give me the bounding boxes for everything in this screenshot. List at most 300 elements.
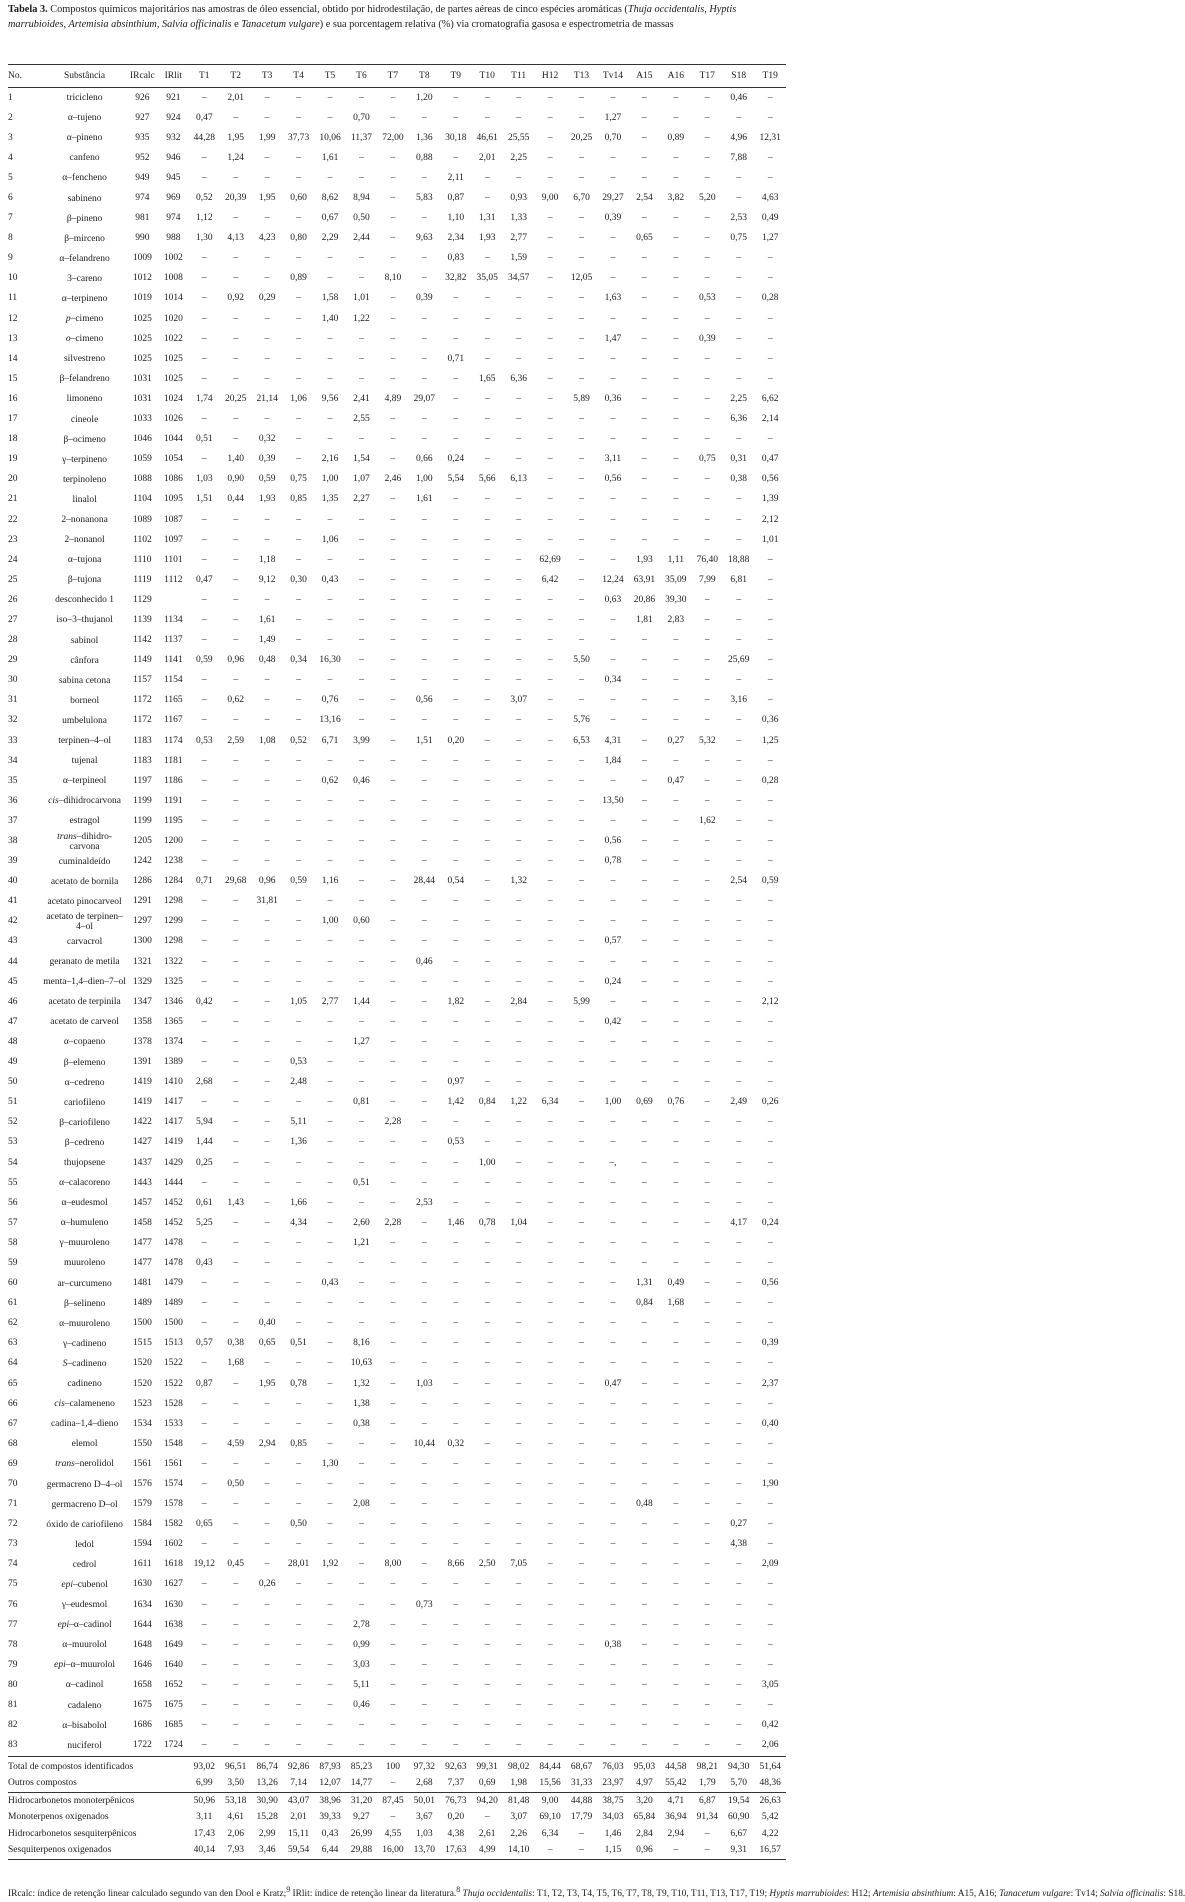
table-cell: – — [390, 1458, 396, 1469]
table-cell: – — [264, 1559, 270, 1570]
table-cell: – — [201, 1318, 207, 1329]
table-cell: – — [579, 414, 584, 425]
compound-name: acetato de carveol — [50, 1017, 119, 1028]
table-cell: – — [516, 715, 521, 726]
table-cell: – — [484, 675, 490, 686]
table-cell: – — [642, 1338, 647, 1349]
row-number: 60 — [8, 1278, 18, 1289]
table-cell: – — [390, 1579, 396, 1590]
table-cell: – — [390, 313, 396, 324]
table-cell: – — [642, 1519, 647, 1530]
table-cell: – — [704, 434, 710, 445]
row-number: 45 — [8, 976, 18, 987]
table-cell: 1,20 — [416, 92, 433, 103]
table-cell: – — [704, 1479, 710, 1490]
table-cell: – — [767, 1197, 773, 1208]
table-cell: – — [296, 534, 301, 545]
table-cell: – — [201, 594, 207, 605]
table-cell: – — [484, 1197, 490, 1208]
table-cell: – — [327, 1338, 333, 1349]
table-cell: – — [327, 554, 333, 565]
table-cell: – — [233, 1398, 239, 1409]
table-cell: – — [484, 1539, 490, 1550]
table-cell: – — [453, 1157, 459, 1168]
table-cell: 5,25 — [195, 1217, 213, 1228]
table-cell: – — [233, 1539, 239, 1550]
table-cell: 2,29 — [321, 233, 339, 244]
table-cell: – — [201, 836, 207, 847]
table-cell: 0,42 — [604, 1016, 622, 1027]
table-cell: 2,54 — [730, 876, 747, 887]
table-cell: – — [673, 1679, 679, 1690]
table-cell: – — [547, 1720, 553, 1731]
table-cell: – — [547, 1639, 553, 1650]
table-cell: – — [264, 1639, 270, 1650]
row-number: 68 — [8, 1438, 18, 1449]
table-row — [8, 1113, 786, 1133]
summary-cell: 84,44 — [539, 1761, 561, 1772]
caption-text-2: e — [231, 19, 242, 30]
row-number: 29 — [8, 655, 18, 666]
table-cell: – — [736, 514, 742, 525]
table-cell: – — [642, 273, 647, 284]
table-cell: – — [484, 193, 490, 204]
table-cell: – — [642, 1157, 647, 1168]
table-cell: – — [264, 815, 270, 826]
table-row — [8, 289, 786, 309]
table-cell: – — [673, 534, 679, 545]
table-cell: 1,95 — [227, 132, 244, 143]
compound-name: cis–dihidrocarvona — [48, 796, 121, 807]
table-row — [8, 1294, 786, 1314]
table-cell: – — [767, 795, 773, 806]
table-cell: – — [767, 594, 773, 605]
table-cell: – — [642, 715, 647, 726]
table-cell: – — [579, 1278, 584, 1289]
compound-name: cuminaldeído — [58, 856, 111, 867]
compound-name: acetato pinocarveol — [47, 896, 122, 907]
table-cell: – — [642, 393, 647, 404]
table-cell: 7,88 — [730, 152, 747, 163]
table-cell: 13,50 — [602, 795, 624, 806]
table-cell: 1534 — [132, 1418, 152, 1429]
table-cell: – — [390, 1057, 396, 1068]
table-cell: – — [264, 916, 270, 927]
table-cell: – — [767, 1298, 773, 1309]
table-cell: – — [484, 795, 490, 806]
table-cell: 5,66 — [478, 474, 496, 485]
table-cell: – — [642, 675, 647, 686]
table-cell: – — [704, 514, 710, 525]
table-cell: 0,76 — [321, 695, 339, 706]
table-cell: – — [692, 1736, 723, 1757]
table-cell: – — [736, 1257, 742, 1268]
summary-label: Sesquiterpenos oxigenados — [8, 1842, 189, 1859]
table-cell: – — [201, 273, 207, 284]
table-cell: – — [673, 1016, 679, 1027]
summary-cell: 43,07 — [287, 1795, 310, 1806]
table-cell: – — [296, 1318, 301, 1329]
table-cell: 1141 — [163, 655, 183, 666]
table-cell: – — [484, 1016, 490, 1027]
table-cell: – — [610, 373, 616, 384]
table-cell: 0,50 — [290, 1519, 307, 1530]
table-cell: – — [736, 755, 742, 766]
table-cell: – — [327, 353, 333, 364]
table-cell: – — [547, 1438, 553, 1449]
column-header: T19 — [754, 65, 786, 88]
table-cell: – — [704, 936, 710, 947]
table-row — [8, 1354, 786, 1374]
table-cell: – — [359, 655, 364, 666]
table-cell: – — [233, 1639, 239, 1650]
table-cell: – — [201, 514, 207, 525]
table-cell: 1,68 — [667, 1298, 685, 1309]
table-cell: – — [673, 494, 679, 505]
compound-name: cariofileno — [64, 1097, 106, 1108]
table-cell: – — [296, 293, 301, 304]
table-cell: – — [390, 253, 396, 264]
table-cell: 1618 — [163, 1559, 183, 1570]
table-cell: 0,28 — [761, 293, 779, 304]
table-cell: 0,47 — [761, 454, 779, 465]
summary-cell: 98,21 — [696, 1761, 718, 1772]
table-cell: 37,73 — [287, 132, 310, 143]
table-cell: 1444 — [163, 1177, 183, 1188]
table-cell: – — [579, 675, 584, 686]
table-cell: – — [201, 1036, 207, 1047]
table-cell: – — [516, 1257, 521, 1268]
table-cell: – — [233, 213, 239, 224]
table-cell: – — [579, 1559, 584, 1570]
table-cell: 1,93 — [258, 494, 276, 505]
table-cell: – — [390, 92, 396, 103]
table-cell: 4,59 — [227, 1438, 244, 1449]
compound-name: trans–nerolidol — [55, 1459, 114, 1470]
table-cell: – — [579, 1479, 584, 1490]
table-cell: 0,34 — [290, 655, 307, 666]
table-cell: – — [233, 1720, 239, 1731]
table-cell: – — [547, 896, 553, 907]
table-cell: – — [327, 755, 333, 766]
table-cell: – — [642, 795, 647, 806]
table-cell: – — [296, 594, 301, 605]
table-cell: – — [296, 152, 301, 163]
table-cell: – — [547, 434, 553, 445]
table-cell: – — [673, 213, 679, 224]
table-cell: – — [296, 1499, 301, 1510]
table-cell: 1,81 — [636, 614, 653, 625]
compound-name: α–eudesmol — [61, 1198, 108, 1209]
table-cell: – — [516, 112, 521, 123]
table-cell: – — [296, 635, 301, 646]
table-cell: 0,47 — [195, 574, 213, 585]
table-cell: – — [610, 996, 616, 1007]
table-cell: 0,32 — [258, 434, 276, 445]
table-cell: 0,42 — [195, 996, 213, 1007]
table-cell: 1419 — [132, 1077, 152, 1088]
table-cell: – — [610, 1117, 616, 1128]
table-cell: – — [264, 1257, 270, 1268]
table-cell: – — [421, 1278, 427, 1289]
table-cell: – — [547, 1157, 553, 1168]
table-cell: – — [390, 1398, 396, 1409]
table-cell: – — [327, 1197, 333, 1208]
table-cell: – — [547, 373, 553, 384]
table-cell: 39,30 — [665, 594, 687, 605]
table-cell: 0,75 — [730, 233, 747, 244]
table-cell: – — [579, 896, 584, 907]
table-cell: – — [421, 896, 427, 907]
table-cell: – — [610, 534, 616, 545]
table-cell: – — [704, 635, 710, 646]
table-cell: 1119 — [133, 574, 152, 585]
table-cell: 0,65 — [258, 1338, 276, 1349]
compound-name: α–cedreno — [64, 1077, 105, 1088]
summary-cell: 3,11 — [196, 1812, 213, 1823]
table-cell: 13,16 — [319, 715, 341, 726]
table-cell: – — [327, 1539, 333, 1550]
compound-name: 3–careno — [67, 273, 102, 284]
compound-name: muuroleno — [63, 1258, 106, 1269]
table-cell: – — [484, 1499, 490, 1510]
table-cell: – — [264, 976, 270, 987]
table-cell: – — [296, 936, 301, 947]
table-cell: – — [453, 1378, 459, 1389]
table-cell: – — [673, 434, 679, 445]
compound-name: thujopsene — [63, 1158, 106, 1169]
table-cell: 9,12 — [258, 574, 276, 585]
table-cell: – — [296, 1298, 301, 1309]
table-cell: 5,76 — [573, 715, 590, 726]
table-cell: 1149 — [133, 655, 152, 666]
table-cell: – — [359, 715, 364, 726]
table-row — [8, 1434, 786, 1454]
table-row — [8, 108, 786, 128]
table-cell: – — [547, 1559, 553, 1570]
summary-cell: 13,26 — [251, 1775, 282, 1792]
table-cell: 0,46 — [353, 1700, 370, 1711]
table-cell: – — [579, 1458, 584, 1469]
table-cell: 0,39 — [258, 454, 276, 465]
table-cell: 1299 — [163, 916, 183, 927]
table-cell: 1520 — [132, 1378, 152, 1389]
table-cell: – — [359, 695, 364, 706]
table-cell: – — [736, 1338, 742, 1349]
table-cell: 1417 — [163, 1097, 183, 1108]
summary-cell: 14,10 — [503, 1842, 534, 1859]
table-cell: – — [484, 635, 490, 646]
summary-cell: 15,11 — [288, 1828, 310, 1839]
table-cell: – — [547, 936, 553, 947]
table-cell: – — [484, 1720, 490, 1731]
table-cell: – — [390, 1418, 396, 1429]
table-cell: – — [516, 1197, 521, 1208]
compound-name: α–pineno — [66, 133, 103, 144]
table-cell: 969 — [166, 193, 181, 204]
table-cell: – — [642, 1077, 647, 1088]
table-cell: – — [484, 896, 490, 907]
compound-name: γ–eudesmol — [61, 1600, 108, 1611]
summary-cell: 85,23 — [350, 1761, 373, 1772]
table-cell: – — [736, 1458, 742, 1469]
table-cell: 1,95 — [258, 1378, 276, 1389]
table-cell: – — [547, 1318, 553, 1329]
table-cell: 1,01 — [353, 293, 370, 304]
table-cell: – — [579, 434, 584, 445]
table-cell: – — [767, 1036, 773, 1047]
table-cell: – — [484, 414, 490, 425]
table-cell: – — [359, 554, 364, 565]
table-cell: 1,61 — [258, 614, 276, 625]
table-cell: – — [233, 614, 239, 625]
table-cell: 1059 — [132, 454, 152, 465]
compound-name: cadineno — [67, 1379, 102, 1390]
table-cell: – — [201, 1579, 207, 1590]
table-cell: – — [767, 1458, 773, 1469]
table-cell: – — [736, 1318, 742, 1329]
table-cell: – — [547, 1499, 553, 1510]
summary-cell: 17,63 — [440, 1842, 471, 1859]
table-cell: – — [421, 1137, 427, 1148]
table-cell: – — [327, 414, 333, 425]
table-cell: 1,08 — [258, 735, 276, 746]
table-cell: – — [547, 1418, 553, 1429]
table-cell: – — [296, 976, 301, 987]
summary-cell: 2,68 — [409, 1775, 440, 1792]
table-cell: 25,55 — [507, 132, 530, 143]
table-cell: – — [736, 1378, 742, 1389]
compound-name: sabineno — [67, 193, 102, 204]
table-cell: – — [736, 1077, 742, 1088]
table-cell: – — [359, 1720, 364, 1731]
table-cell: 1,40 — [321, 313, 339, 324]
table-cell: 1,31 — [478, 213, 496, 224]
table-cell: – — [327, 1579, 333, 1590]
table-cell: – — [296, 1639, 301, 1650]
table-cell: – — [484, 1117, 490, 1128]
table-cell: 990 — [135, 233, 150, 244]
table-cell: 0,76 — [667, 1097, 685, 1108]
table-cell: 0,39 — [761, 1338, 779, 1349]
table-cell: – — [421, 1298, 427, 1309]
table-cell: – — [704, 1237, 710, 1248]
summary-cell: 26,63 — [759, 1795, 781, 1806]
table-cell: – — [296, 1257, 301, 1268]
table-cell: 1,92 — [321, 1559, 339, 1570]
compound-name: acetato de terpinen–4–ol — [46, 911, 123, 932]
table-cell: – — [233, 1298, 239, 1309]
table-cell: – — [579, 1398, 584, 1409]
table-cell: 1410 — [163, 1077, 183, 1088]
table-cell: – — [484, 434, 490, 445]
table-cell: 3,03 — [353, 1659, 370, 1670]
table-cell: – — [547, 92, 553, 103]
table-cell: – — [642, 353, 647, 364]
table-cell: 0,54 — [447, 876, 465, 887]
table-cell: 5,99 — [573, 996, 590, 1007]
table-cell: 20,39 — [225, 193, 247, 204]
compound-name: α–felandreno — [59, 253, 110, 264]
table-cell: – — [264, 1298, 270, 1309]
table-row — [8, 1394, 786, 1414]
row-number: 4 — [8, 152, 13, 163]
table-cell: – — [704, 675, 710, 686]
table-cell: – — [220, 1736, 251, 1757]
table-cell: – — [704, 655, 710, 666]
table-cell: – — [547, 514, 553, 525]
table-cell: 1634 — [132, 1599, 152, 1610]
table-cell: 2,83 — [667, 614, 685, 625]
table-cell: – — [484, 1579, 490, 1590]
table-cell: – — [673, 936, 679, 947]
table-cell: – — [453, 92, 459, 103]
compound-name: α–tujeno — [67, 113, 102, 124]
table-cell: – — [390, 655, 396, 666]
table-cell: 6,42 — [541, 574, 559, 585]
table-cell: 0,81 — [353, 1097, 370, 1108]
compound-name: epi–cubenol — [61, 1579, 108, 1590]
table-cell: – — [484, 1177, 490, 1188]
table-cell: – — [610, 1659, 616, 1670]
table-cell: 1325 — [163, 976, 183, 987]
table-cell: – — [704, 1097, 710, 1108]
table-cell: – — [264, 594, 270, 605]
table-cell: – — [233, 1278, 239, 1289]
table-cell: – — [642, 1639, 647, 1650]
table-cell: – — [516, 956, 521, 967]
table-cell: – — [359, 92, 364, 103]
table-cell: – — [642, 655, 647, 666]
table-cell: – — [264, 92, 270, 103]
table-cell: – — [296, 112, 301, 123]
table-cell: 9,56 — [321, 393, 339, 404]
caption-text-1: Compostos químicos majoritários nas amostras de óleo essencial, obtido por hidrodestilação, de partes aéreas de cinco espécies aromáticas ( — [47, 4, 628, 15]
table-cell: – — [516, 1338, 521, 1349]
table-cell: – — [390, 1197, 396, 1208]
compound-name: cadaleno — [67, 1700, 102, 1711]
row-number: 38 — [8, 836, 18, 847]
table-cell: – — [704, 1579, 710, 1590]
table-cell: 1,06 — [321, 534, 339, 545]
table-cell: – — [233, 534, 239, 545]
table-cell: 2,08 — [353, 1499, 370, 1510]
table-cell: – — [390, 1659, 396, 1670]
table-cell: – — [421, 1519, 427, 1530]
column-header: T1 — [189, 65, 220, 88]
table-cell: – — [421, 273, 427, 284]
table-cell: 0,27 — [730, 1519, 747, 1530]
table-cell: – — [327, 1599, 333, 1610]
table-cell: – — [579, 1418, 584, 1429]
row-number: 46 — [8, 996, 18, 1007]
column-header: IRcalc — [127, 65, 158, 88]
table-cell: – — [484, 815, 490, 826]
table-cell: 1172 — [133, 715, 152, 726]
table-cell: – — [390, 1378, 396, 1389]
table-cell: – — [390, 1338, 396, 1349]
compound-name: α–terpineno — [61, 293, 108, 304]
table-cell: 35,05 — [476, 273, 498, 284]
table-cell: – — [547, 1619, 553, 1630]
table-cell: 2,49 — [730, 1097, 747, 1108]
table-cell: – — [264, 675, 270, 686]
summary-row — [8, 1775, 786, 1792]
table-cell: – — [673, 916, 679, 927]
table-cell: – — [264, 1458, 270, 1469]
table-cell: 1025 — [163, 373, 183, 384]
table-cell: – — [642, 172, 647, 183]
